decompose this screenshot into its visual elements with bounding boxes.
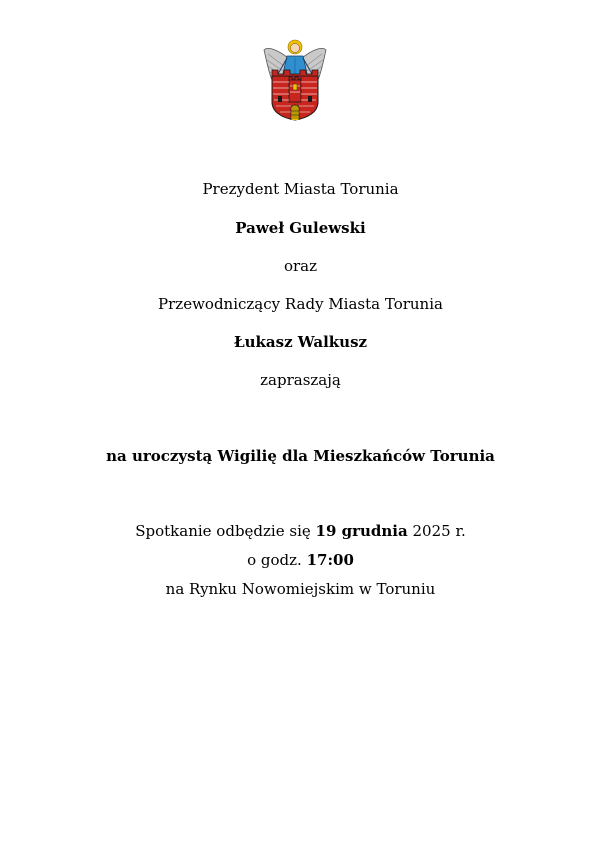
event-time-line (0, 550, 601, 570)
date-prefix: Spotkanie odbędzie się (135, 522, 316, 540)
president-title: Prezydent Miasta Torunia (202, 180, 399, 198)
invite-verb: zapraszają (260, 371, 341, 389)
event-place: na Rynku Nowomiejskim w Toruniu (165, 580, 436, 598)
time-prefix: o godz. (247, 551, 307, 569)
event-title: na uroczystą Wigilię dla Mieszkańców Torunia (106, 447, 495, 465)
torun-coat-of-arms-icon (260, 36, 330, 122)
event-date-line (0, 521, 601, 541)
president-name: Paweł Gulewski (235, 219, 366, 237)
event-time: 17:00 (306, 551, 354, 569)
date-suffix: 2025 r. (407, 522, 466, 540)
chairman-name: Łukasz Walkusz (233, 333, 368, 351)
event-date: 19 grudnia (315, 522, 408, 540)
conjunction: oraz (283, 257, 318, 275)
chairman-title: Przewodniczący Rady Miasta Torunia (158, 295, 443, 313)
